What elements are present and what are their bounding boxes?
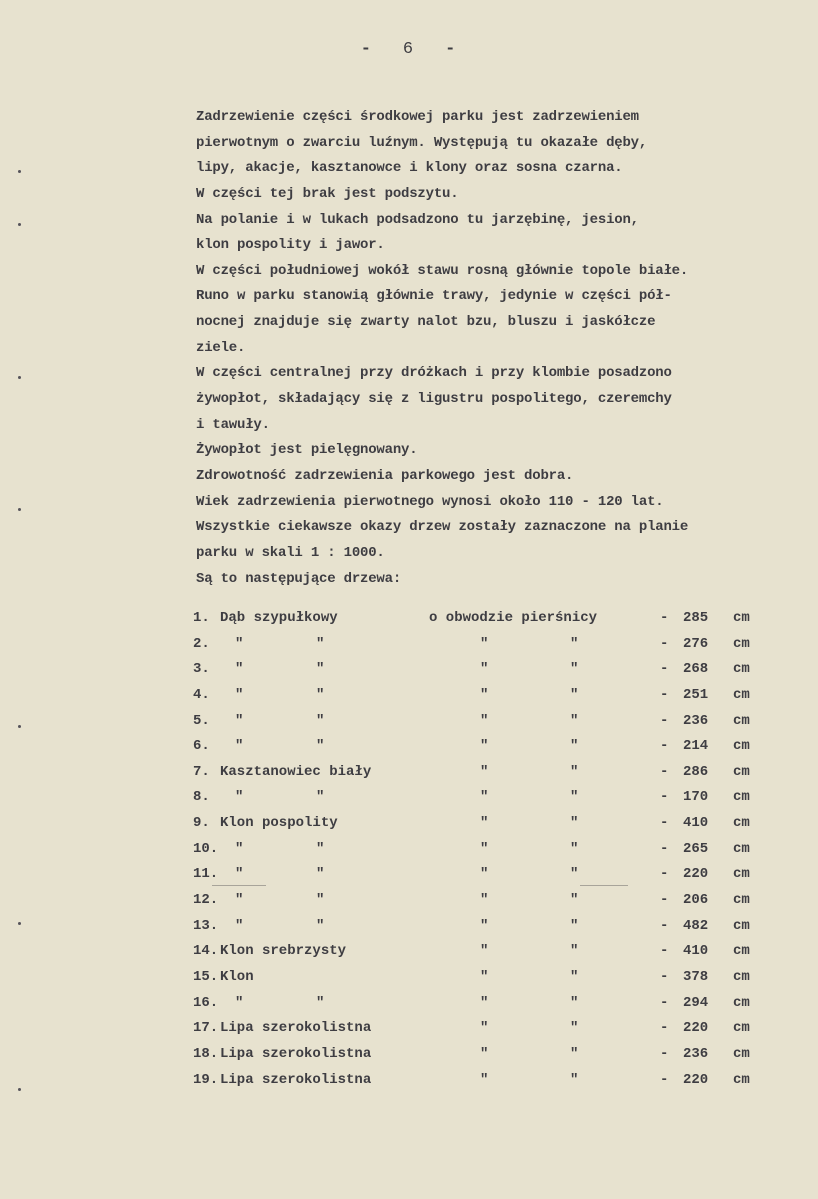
- ditto-mark: ": [235, 840, 244, 857]
- ditto-mark: ": [480, 815, 489, 832]
- tree-name: Klon srebrzysty: [220, 943, 347, 960]
- ditto-mark: ": [316, 712, 325, 729]
- row-dash: -: [660, 840, 669, 857]
- unit-label: cm: [733, 712, 750, 729]
- circumference-value: 378: [683, 968, 709, 985]
- ditto-mark: ": [316, 686, 325, 703]
- margin-dot: [18, 1088, 21, 1091]
- circumference-value: 220: [683, 866, 709, 883]
- circumference-value: 236: [683, 712, 709, 729]
- ditto-mark: ": [316, 661, 325, 678]
- row-dash: -: [660, 994, 669, 1011]
- ditto-mark: ": [235, 866, 244, 883]
- circumference-value: 220: [683, 1071, 709, 1088]
- tree-row: [193, 633, 793, 659]
- ditto-mark: ": [316, 917, 325, 934]
- ditto-mark: ": [480, 789, 489, 806]
- circumference-value: 410: [683, 943, 709, 960]
- ditto-mark: ": [570, 968, 579, 985]
- tree-number: 5.: [193, 712, 210, 729]
- text-line: Zdrowotność zadrzewienia parkowego jest dobra.: [196, 467, 574, 484]
- text-line: W części centralnej przy dróżkach i przy klombie posadzono: [196, 365, 672, 382]
- row-dash: -: [660, 1045, 669, 1062]
- tree-row: [193, 1043, 793, 1069]
- text-line: pierwotnym o zwarciu luźnym. Występują tu okazałe dęby,: [196, 134, 648, 151]
- ditto-mark: ": [570, 994, 579, 1011]
- tree-number: 15.: [193, 968, 219, 985]
- tree-row: [193, 863, 793, 889]
- ditto-mark: ": [235, 892, 244, 909]
- circumference-value: 276: [683, 635, 709, 652]
- ditto-mark: ": [570, 1020, 579, 1037]
- ditto-mark: ": [316, 840, 325, 857]
- ditto-mark: ": [480, 712, 489, 729]
- unit-label: cm: [733, 840, 750, 857]
- tree-number: 14.: [193, 943, 219, 960]
- ditto-mark: ": [570, 738, 579, 755]
- tree-row: [193, 710, 793, 736]
- text-line: Wiek zadrzewienia pierwotnego wynosi około 110 - 120 lat.: [196, 493, 664, 510]
- circumference-value: 410: [683, 815, 709, 832]
- ditto-mark: ": [570, 917, 579, 934]
- row-dash: -: [660, 866, 669, 883]
- ditto-mark: ": [480, 738, 489, 755]
- circumference-value: 251: [683, 686, 709, 703]
- circumference-value: 214: [683, 738, 709, 755]
- text-line: Runo w parku stanowią głównie trawy, jedynie w części pół-: [196, 288, 672, 305]
- ditto-mark: ": [480, 763, 489, 780]
- ditto-mark: ": [316, 994, 325, 1011]
- tree-row: [193, 658, 793, 684]
- page-number-dash-right: -: [445, 40, 458, 59]
- unit-label: cm: [733, 968, 750, 985]
- circumference-value: 482: [683, 917, 709, 934]
- ditto-mark: ": [570, 892, 579, 909]
- unit-label: cm: [733, 917, 750, 934]
- unit-label: cm: [733, 635, 750, 652]
- margin-dot: [18, 508, 21, 511]
- circumference-value: 236: [683, 1045, 709, 1062]
- row-dash: -: [660, 712, 669, 729]
- tree-row: [193, 607, 793, 633]
- text-line: Żywopłot jest pielęgnowany.: [196, 442, 418, 459]
- ditto-mark: ": [235, 917, 244, 934]
- text-line: parku w skali 1 : 1000.: [196, 544, 385, 561]
- margin-dot: [18, 725, 21, 728]
- ditto-mark: ": [235, 738, 244, 755]
- tree-number: 1.: [193, 610, 210, 626]
- text-line: lipy, akacje, kasztanowce i klony oraz sosna czarna.: [196, 160, 623, 177]
- unit-label: cm: [733, 815, 750, 832]
- ditto-mark: ": [316, 866, 325, 883]
- unit-label: cm: [733, 943, 750, 960]
- ditto-mark: ": [316, 892, 325, 909]
- ditto-mark: ": [570, 686, 579, 703]
- ditto-mark: ": [570, 712, 579, 729]
- ditto-mark: ": [480, 943, 489, 960]
- text-line: ziele.: [196, 339, 246, 356]
- unit-label: cm: [733, 994, 750, 1011]
- ditto-mark: ": [570, 943, 579, 960]
- text-line: Są to następujące drzewa:: [196, 570, 402, 587]
- tree-row: [193, 1017, 793, 1043]
- row-dash: -: [660, 968, 669, 985]
- tree-number: 17.: [193, 1020, 219, 1037]
- tree-number: 19.: [193, 1071, 219, 1088]
- ditto-mark: ": [235, 712, 244, 729]
- ditto-mark: ": [480, 635, 489, 652]
- row-dash: -: [660, 635, 669, 652]
- ditto-mark: ": [316, 635, 325, 652]
- page-number-header: [0, 40, 818, 59]
- tree-name: Lipa szerokolistna: [220, 1020, 372, 1037]
- row-dash: -: [660, 943, 669, 960]
- circumference-value: 265: [683, 840, 709, 857]
- tree-row: [193, 940, 793, 966]
- circumference-value: 268: [683, 661, 709, 678]
- stray-mark: [212, 885, 266, 886]
- page-number: 6: [402, 40, 416, 59]
- ditto-mark: ": [480, 892, 489, 909]
- tree-number: 4.: [193, 686, 210, 703]
- unit-label: cm: [733, 763, 750, 780]
- margin-dot: [18, 170, 21, 173]
- margin-dot: [18, 223, 21, 226]
- tree-number: 3.: [193, 661, 210, 678]
- ditto-mark: ": [480, 1071, 489, 1088]
- ditto-mark: ": [570, 661, 579, 678]
- circumference-value: 285: [683, 610, 709, 626]
- tree-number: 13.: [193, 917, 219, 934]
- ditto-mark: ": [235, 686, 244, 703]
- text-line: i tawuły.: [196, 416, 270, 433]
- row-dash: -: [660, 686, 669, 703]
- unit-label: cm: [733, 866, 750, 883]
- ditto-mark: ": [480, 661, 489, 678]
- ditto-mark: ": [316, 789, 325, 806]
- row-dash: -: [660, 763, 669, 780]
- ditto-mark: ": [480, 1045, 489, 1062]
- text-line: W części południowej wokół stawu rosną głównie topole białe.: [196, 262, 689, 279]
- ditto-mark: ": [570, 815, 579, 832]
- row-dash: -: [660, 1071, 669, 1088]
- stray-mark: [580, 885, 628, 886]
- unit-label: cm: [733, 686, 750, 703]
- text-line: W części tej brak jest podszytu.: [196, 185, 459, 202]
- tree-number: 6.: [193, 738, 210, 755]
- ditto-mark: ": [316, 738, 325, 755]
- margin-dot: [18, 376, 21, 379]
- unit-label: cm: [733, 1045, 750, 1062]
- tree-number: 11.: [193, 866, 219, 883]
- tree-name: Klon pospolity: [220, 815, 338, 832]
- row-dash: -: [660, 789, 669, 806]
- text-line: nocnej znajduje się zwarty nalot bzu, bluszu i jaskółcze: [196, 314, 656, 331]
- text-line: klon pospolity i jawor.: [196, 237, 385, 254]
- paragraph-text: [196, 105, 808, 592]
- ditto-mark: ": [235, 789, 244, 806]
- unit-label: cm: [733, 892, 750, 909]
- tree-row: [193, 1069, 793, 1095]
- text-line: Wszystkie ciekawsze okazy drzew zostały zaznaczone na planie: [196, 519, 689, 536]
- tree-name: Klon: [220, 968, 254, 985]
- row-dash: -: [660, 661, 669, 678]
- tree-number: 12.: [193, 892, 219, 909]
- unit-label: cm: [733, 610, 750, 626]
- ditto-mark: ": [570, 763, 579, 780]
- text-line: Na polanie i w lukach podsadzono tu jarzębinę, jesion,: [196, 211, 639, 228]
- ditto-mark: ": [235, 994, 244, 1011]
- tree-number: 9.: [193, 815, 210, 832]
- tree-row: [193, 966, 793, 992]
- tree-row: [193, 812, 793, 838]
- unit-label: cm: [733, 789, 750, 806]
- tree-row: [193, 786, 793, 812]
- text-line: żywopłot, składający się z ligustru pospolitego, czeremchy: [196, 391, 672, 408]
- tree-number: 18.: [193, 1045, 219, 1062]
- ditto-mark: ": [570, 789, 579, 806]
- tree-row: [193, 735, 793, 761]
- text-line: Zadrzewienie części środkowej parku jest zadrzewieniem: [196, 109, 639, 125]
- tree-row: [193, 838, 793, 864]
- tree-name: Lipa szerokolistna: [220, 1071, 372, 1088]
- circumference-value: 286: [683, 763, 709, 780]
- tree-name: Dąb szypułkowy: [220, 610, 338, 626]
- circumference-value: 170: [683, 789, 709, 806]
- ditto-mark: ": [570, 1045, 579, 1062]
- ditto-mark: ": [570, 840, 579, 857]
- tree-row: [193, 889, 793, 915]
- tree-list: [193, 607, 793, 1094]
- unit-label: cm: [733, 661, 750, 678]
- unit-label: cm: [733, 738, 750, 755]
- tree-number: 2.: [193, 635, 210, 652]
- tree-row: [193, 992, 793, 1018]
- ditto-mark: ": [480, 840, 489, 857]
- circumference-value: 206: [683, 892, 709, 909]
- row-dash: -: [660, 917, 669, 934]
- tree-number: 16.: [193, 994, 219, 1011]
- unit-label: cm: [733, 1071, 750, 1088]
- measure-label: o obwodzie pierśnicy: [429, 610, 598, 626]
- tree-row: [193, 915, 793, 941]
- ditto-mark: ": [480, 994, 489, 1011]
- unit-label: cm: [733, 1020, 750, 1037]
- tree-row: [193, 684, 793, 710]
- ditto-mark: ": [480, 917, 489, 934]
- circumference-value: 220: [683, 1020, 709, 1037]
- row-dash: -: [660, 815, 669, 832]
- row-dash: -: [660, 892, 669, 909]
- page-number-dash-left: -: [360, 40, 373, 59]
- ditto-mark: ": [570, 1071, 579, 1088]
- ditto-mark: ": [235, 661, 244, 678]
- margin-dot: [18, 922, 21, 925]
- ditto-mark: ": [570, 866, 579, 883]
- ditto-mark: ": [570, 635, 579, 652]
- row-dash: -: [660, 738, 669, 755]
- ditto-mark: ": [480, 686, 489, 703]
- tree-number: 10.: [193, 840, 219, 857]
- tree-name: Kasztanowiec biały: [220, 763, 372, 780]
- tree-number: 8.: [193, 789, 210, 806]
- row-dash: -: [660, 610, 669, 626]
- ditto-mark: ": [235, 635, 244, 652]
- ditto-mark: ": [480, 1020, 489, 1037]
- circumference-value: 294: [683, 994, 709, 1011]
- ditto-mark: ": [480, 968, 489, 985]
- row-dash: -: [660, 1020, 669, 1037]
- ditto-mark: ": [480, 866, 489, 883]
- tree-name: Lipa szerokolistna: [220, 1045, 372, 1062]
- tree-number: 7.: [193, 763, 210, 780]
- tree-row: [193, 761, 793, 787]
